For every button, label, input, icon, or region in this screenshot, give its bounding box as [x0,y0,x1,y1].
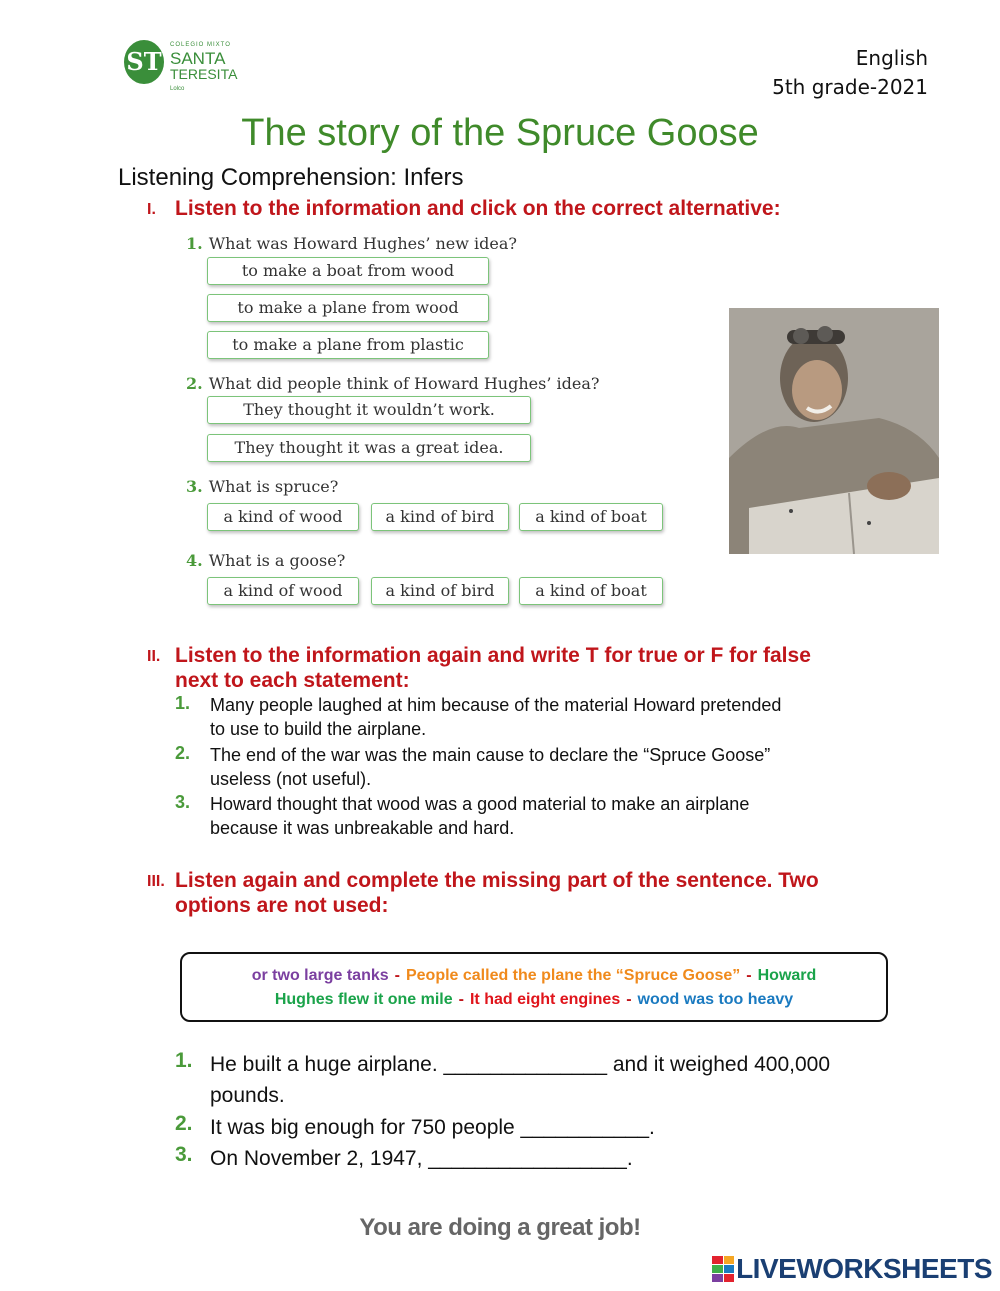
word-option-5: wood was too heavy [637,991,794,1008]
word-bank [180,952,888,1022]
section3-heading-line1: Listen again and complete the missing part of the sentence. Two [175,869,819,892]
q4-option-3[interactable]: a kind of boat [519,577,663,605]
liveworksheets-logo-icon [712,1256,734,1282]
question-4-text: What is a goose? [208,551,346,570]
grade-label: 5th grade-2021 [772,75,928,99]
page-subtitle: Listening Comprehension: Infers [118,164,464,191]
q2-option-1[interactable]: They thought it wouldn’t work. [207,396,531,424]
word-separator: - [394,967,400,984]
question-3-number: 3. [186,477,203,496]
logo-line1: SANTA [170,49,226,68]
aviator-illustration [729,308,939,554]
q1-option-3[interactable]: to make a plane from plastic [207,331,489,359]
section3-number: III. [147,873,165,890]
logo-emblem-icon: ST [124,40,164,84]
q1-option-2[interactable]: to make a plane from wood [207,294,489,322]
section2-heading-line2: next to each statement: [175,669,410,692]
section3-heading [147,868,819,918]
sentence-1-number: 1. [175,1049,193,1072]
word-bank-line1 [182,964,886,988]
q1-option-1[interactable]: to make a boat from wood [207,257,489,285]
question-2-number: 2. [186,374,203,393]
word-separator: - [458,991,464,1008]
word-bank-line2 [182,988,886,1012]
logo-line3: Lolco [170,86,185,92]
q2-option-2[interactable]: They thought it was a great idea. [207,434,531,462]
word-option-3-part1: Howard [757,967,817,984]
statement-2-line1: The end of the war was the main cause to declare the “Spruce Goose” [210,745,771,765]
statement-1-line2: to use to build the airplane. [210,719,427,739]
question-2 [186,374,599,393]
q4-option-2[interactable]: a kind of bird [371,577,509,605]
question-3 [186,477,338,496]
sentence-3[interactable]: On November 2, 1947, _________________. [210,1147,633,1170]
statement-3 [210,792,880,840]
subject-label: English [855,46,928,70]
word-option-3-part2: Hughes flew it one mile [274,991,453,1008]
question-1-text: What was Howard Hughes’ new idea? [208,234,517,253]
logo-line2: TERESITA [170,66,238,82]
statement-2-number: 2. [175,743,191,763]
question-1 [186,234,517,253]
sentence-2-number: 2. [175,1112,193,1135]
question-4 [186,551,345,570]
school-logo [120,38,250,100]
section2-heading-line1: Listen to the information again and write T for true or F for false [175,644,811,667]
section2-number: II. [147,648,161,665]
statement-2-line2: useless (not useful). [210,769,372,789]
liveworksheets-wordmark: LIVEWORKSHEETS [736,1253,992,1284]
statement-3-line2: because it was unbreakable and hard. [210,818,515,838]
aviator-photo [729,308,939,554]
word-option-4: It had eight engines [469,991,621,1008]
section2-heading [147,643,811,693]
statement-3-line1: Howard thought that wood was a good material to make an airplane [210,794,750,814]
section1-heading-text: Listen to the information and click on the correct alternative: [175,197,781,220]
q3-option-3[interactable]: a kind of boat [519,503,663,531]
header-info [772,44,928,102]
sentence-3-number: 3. [175,1143,193,1166]
word-option-2: People called the plane the “Spruce Goose” [405,967,741,984]
question-3-text: What is spruce? [208,477,339,496]
statement-1-number: 1. [175,693,191,713]
q4-option-1[interactable]: a kind of wood [207,577,359,605]
sentence-1-line2: pounds. [210,1084,285,1107]
question-4-number: 4. [186,551,203,570]
statement-1 [210,693,880,741]
section1-number: I. [147,201,156,218]
section3-heading-line2: options are not used: [175,894,389,917]
q3-option-1[interactable]: a kind of wood [207,503,359,531]
statement-3-number: 3. [175,792,191,812]
sentence-1 [210,1049,900,1111]
sentence-2[interactable]: It was big enough for 750 people ___________. [210,1116,655,1139]
logo-small-text: COLEGIO MIXTO [170,42,231,48]
encouragement-footer: You are doing a great job! [359,1214,641,1241]
q3-option-2[interactable]: a kind of bird [371,503,509,531]
question-1-number: 1. [186,234,203,253]
sentence-1-line1[interactable]: He built a huge airplane. ______________ and it weighed 400,000 [210,1053,831,1076]
liveworksheets-brand [712,1254,992,1284]
page-title: The story of the Spruce Goose [241,112,759,154]
statement-2 [210,743,880,791]
statement-1-line1: Many people laughed at him because of the material Howard pretended [210,695,782,715]
word-separator: - [746,967,752,984]
question-2-text: What did people think of Howard Hughes’ idea? [208,374,600,393]
word-option-1: or two large tanks [251,967,389,984]
section1-heading [147,196,781,221]
word-separator: - [626,991,632,1008]
